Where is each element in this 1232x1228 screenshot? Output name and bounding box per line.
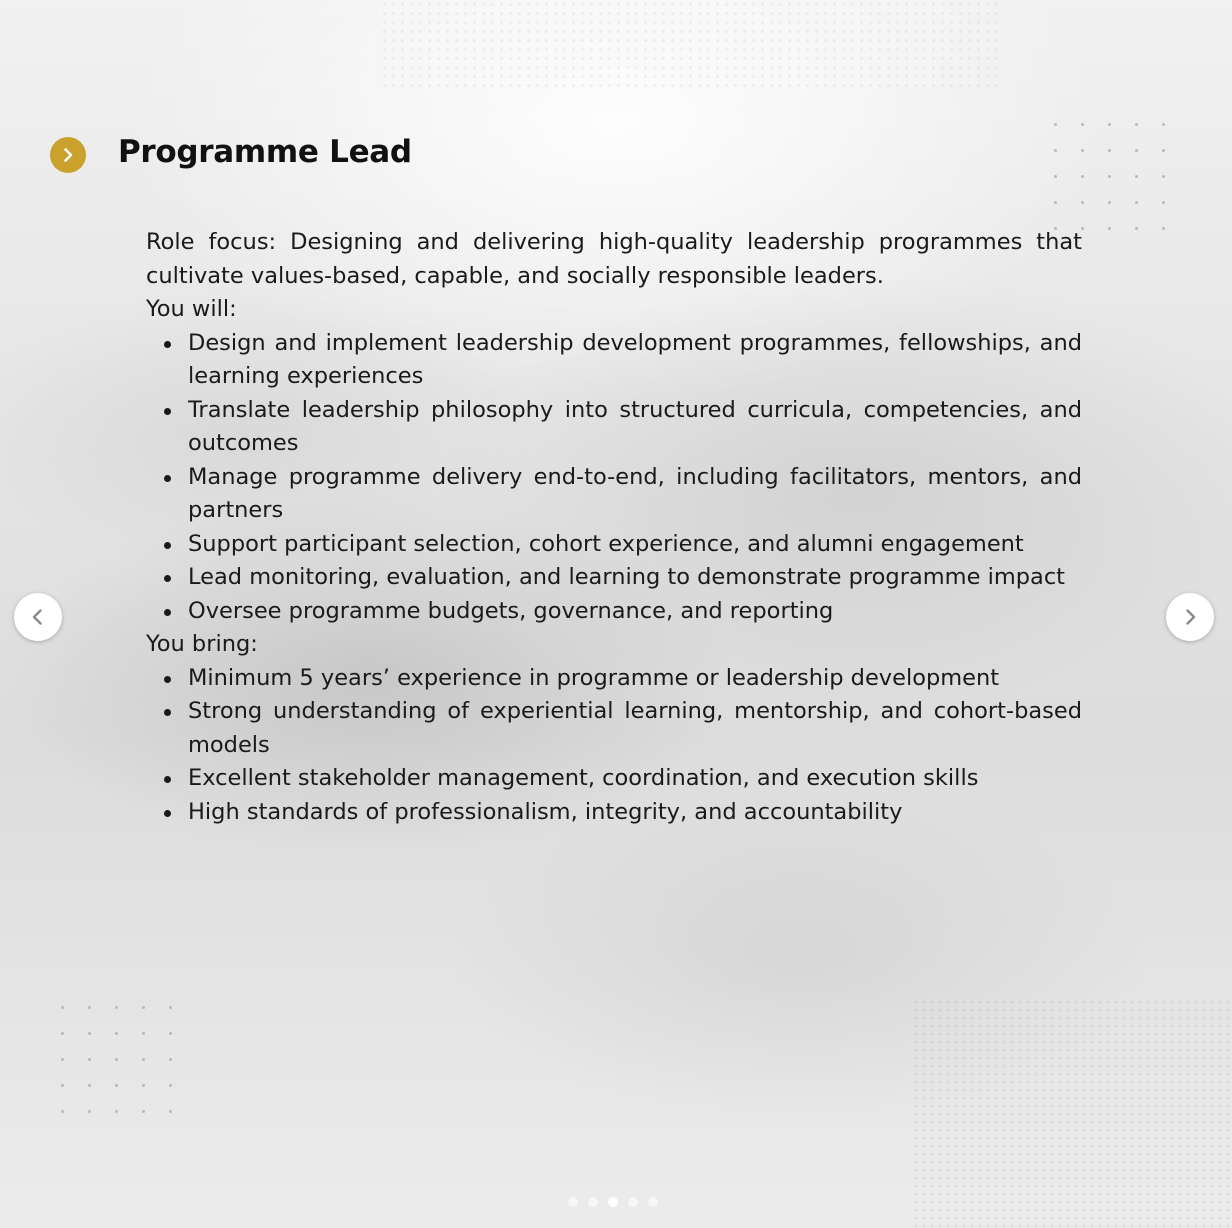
list-item: Translate leadership philosophy into structured curricula, competencies, and outcomes (188, 394, 1082, 461)
pagination-dot[interactable] (628, 1197, 638, 1207)
list-item: Minimum 5 years’ experience in programme or leadership development (188, 662, 1082, 696)
list-item: Design and implement leadership development programmes, fellowships, and learning experiences (188, 327, 1082, 394)
list-item: Manage programme delivery end-to-end, including facilitators, mentors, and partners (188, 461, 1082, 528)
role-focus-text: Role focus: Designing and delivering high-quality leadership programmes that cultivate values-based, capable, and socially responsible leaders. (146, 229, 1082, 289)
list-item: High standards of professionalism, integrity, and accountability (188, 796, 1082, 830)
chevron-right-icon (50, 137, 86, 173)
list-item: Excellent stakeholder management, coordination, and execution skills (188, 762, 1082, 796)
list-item: Lead monitoring, evaluation, and learning to demonstrate programme impact (188, 561, 1082, 595)
pagination-dot[interactable] (588, 1197, 598, 1207)
halftone-texture (912, 998, 1232, 1228)
chevron-left-icon (27, 606, 49, 628)
role-description (146, 226, 1082, 829)
previous-slide-button[interactable] (14, 593, 62, 641)
list-item: Support participant selection, cohort experience, and alumni engagement (188, 528, 1082, 562)
list-item: Strong understanding of experiential learning, mentorship, and cohort-based models (188, 695, 1082, 762)
halftone-texture (380, 0, 1000, 90)
next-slide-button[interactable] (1166, 593, 1214, 641)
pagination-dot-active[interactable] (608, 1197, 618, 1207)
you-bring-heading: You bring: (146, 631, 258, 657)
chevron-right-icon (1179, 606, 1201, 628)
pagination-dot[interactable] (648, 1197, 658, 1207)
you-will-heading: You will: (146, 296, 237, 322)
carousel-pagination (568, 1197, 658, 1207)
pagination-dot[interactable] (568, 1197, 578, 1207)
dot-grid-decoration (1054, 123, 1165, 230)
you-bring-list (146, 662, 1082, 830)
page-title: Programme Lead (118, 134, 412, 170)
you-will-list (146, 327, 1082, 629)
dot-grid-decoration (61, 1006, 172, 1113)
list-item: Oversee programme budgets, governance, and reporting (188, 595, 1082, 629)
